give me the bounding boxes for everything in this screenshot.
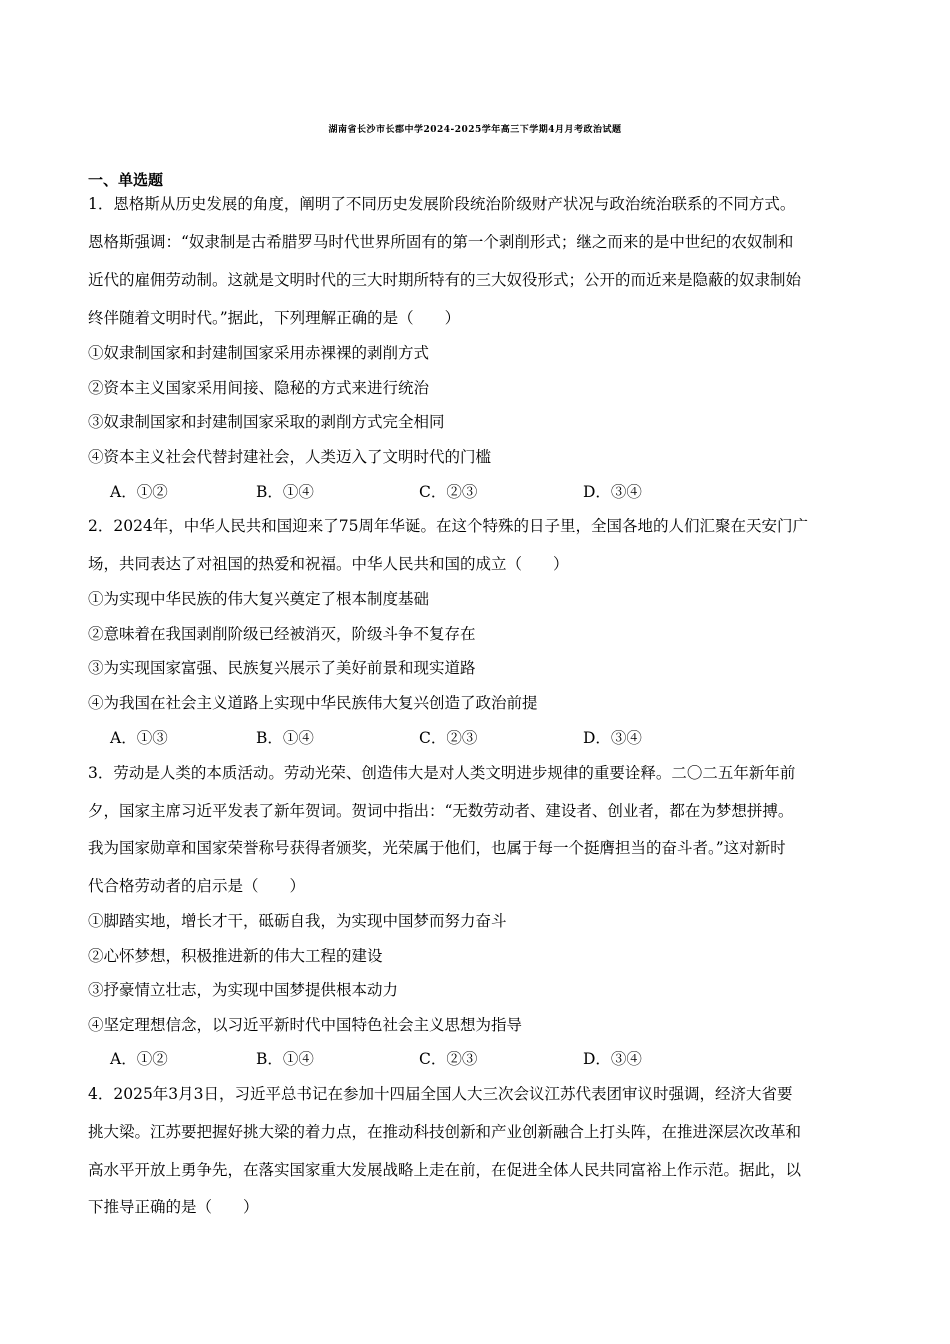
question-3-option-c: C．②③ (419, 1050, 478, 1068)
question-1-stem-line-2: 恩格斯强调：“奴隶制是古希腊罗马时代世界所固有的第一个剥削形式；继之而来的是中世纪的农奴制和 (88, 233, 794, 251)
question-1-option-c: C．②③ (419, 483, 478, 501)
section-heading: 一、单选题 (88, 171, 164, 189)
question-3-option-d: D．③④ (583, 1050, 642, 1068)
question-2-option-c: C．②③ (419, 729, 478, 747)
question-1-option-d: D．③④ (583, 483, 642, 501)
question-1-stem-line-4: 终伴随着文明时代。”据此，下列理解正确的是（ ） (88, 309, 461, 327)
question-3-stem-line-3: 我为国家勋章和国家荣誉称号获得者颁奖，光荣属于他们，也属于每一个挺膺担当的奋斗者。”这对新时 (88, 839, 786, 857)
question-4-stem-line-2: 挑大梁。江苏要把握好挑大梁的着力点，在推动科技创新和产业创新融合上打头阵，在推进深层次改革和 (88, 1123, 802, 1141)
question-2-stem-line-1: 2．2024年，中华人民共和国迎来了75周年华诞。在这个特殊的日子里，全国各地的人们汇聚在天安门广 (88, 517, 809, 535)
question-4-stem-line-1: 4．2025年3月3日，习近平总书记在参加十四届全国人大三次会议江苏代表团审议时强调，经济大省要 (88, 1085, 793, 1103)
question-3-stem-line-2: 夕，国家主席习近平发表了新年贺词。贺词中指出：“无数劳动者、建设者、创业者，都在为梦想拼搏。 (88, 802, 794, 820)
question-2-item-2: ②意味着在我国剥削阶级已经被消灭，阶级斗争不复存在 (88, 625, 476, 643)
question-3-option-a: A．①② (110, 1050, 168, 1068)
question-1-item-1: ①奴隶制国家和封建制国家采用赤裸裸的剥削方式 (88, 344, 430, 362)
question-2-option-a: A．①③ (110, 729, 168, 747)
question-2-item-4: ④为我国在社会主义道路上实现中华民族伟大复兴创造了政治前提 (88, 694, 538, 712)
question-1-item-2: ②资本主义国家采用间接、隐秘的方式来进行统治 (88, 379, 430, 397)
question-3-stem-line-1: 3．劳动是人类的本质活动。劳动光荣、创造伟大是对人类文明进步规律的重要诠释。二〇二五年新年前 (88, 764, 796, 782)
question-1-stem-line-1: 1．恩格斯从历史发展的角度，阐明了不同历史发展阶段统治阶级财产状况与政治统治联系的不同方式。 (88, 195, 796, 213)
question-1-option-b: B．①④ (256, 483, 314, 501)
question-2-item-1: ①为实现中华民族的伟大复兴奠定了根本制度基础 (88, 590, 430, 608)
document-title: 湖南省长沙市长郡中学2024-2025学年高三下学期4月月考政治试题 (328, 125, 622, 135)
question-3-stem-line-4: 代合格劳动者的启示是（ ） (88, 877, 306, 895)
question-1-stem-line-3: 近代的雇佣劳动制。这就是文明时代的三大时期所特有的三大奴役形式；公开的而近来是隐蔽的奴隶制始 (88, 271, 802, 289)
question-1-item-4: ④资本主义社会代替封建社会，人类迈入了文明时代的门槛 (88, 448, 492, 466)
question-2-stem-line-2: 场，共同表达了对祖国的热爱和祝福。中华人民共和国的成立（ ） (88, 555, 569, 573)
question-3-option-b: B．①④ (256, 1050, 314, 1068)
question-2-item-3: ③为实现国家富强、民族复兴展示了美好前景和现实道路 (88, 659, 476, 677)
question-1-item-3: ③奴隶制国家和封建制国家采取的剥削方式完全相同 (88, 413, 445, 431)
question-2-option-d: D．③④ (583, 729, 642, 747)
question-3-item-2: ②心怀梦想，积极推进新的伟大工程的建设 (88, 947, 383, 965)
question-1-option-a: A．①② (110, 483, 168, 501)
question-4-stem-line-3: 高水平开放上勇争先，在落实国家重大发展战略上走在前，在促进全体人民共同富裕上作示范。据此，以 (88, 1161, 802, 1179)
question-3-item-1: ①脚踏实地，增长才干，砥砺自我，为实现中国梦而努力奋斗 (88, 912, 507, 930)
question-3-item-3: ③抒豪情立壮志，为实现中国梦提供根本动力 (88, 981, 399, 999)
question-3-item-4: ④坚定理想信念，以习近平新时代中国特色社会主义思想为指导 (88, 1016, 523, 1034)
question-4-stem-line-4: 下推导正确的是（ ） (88, 1198, 259, 1216)
question-2-option-b: B．①④ (256, 729, 314, 747)
